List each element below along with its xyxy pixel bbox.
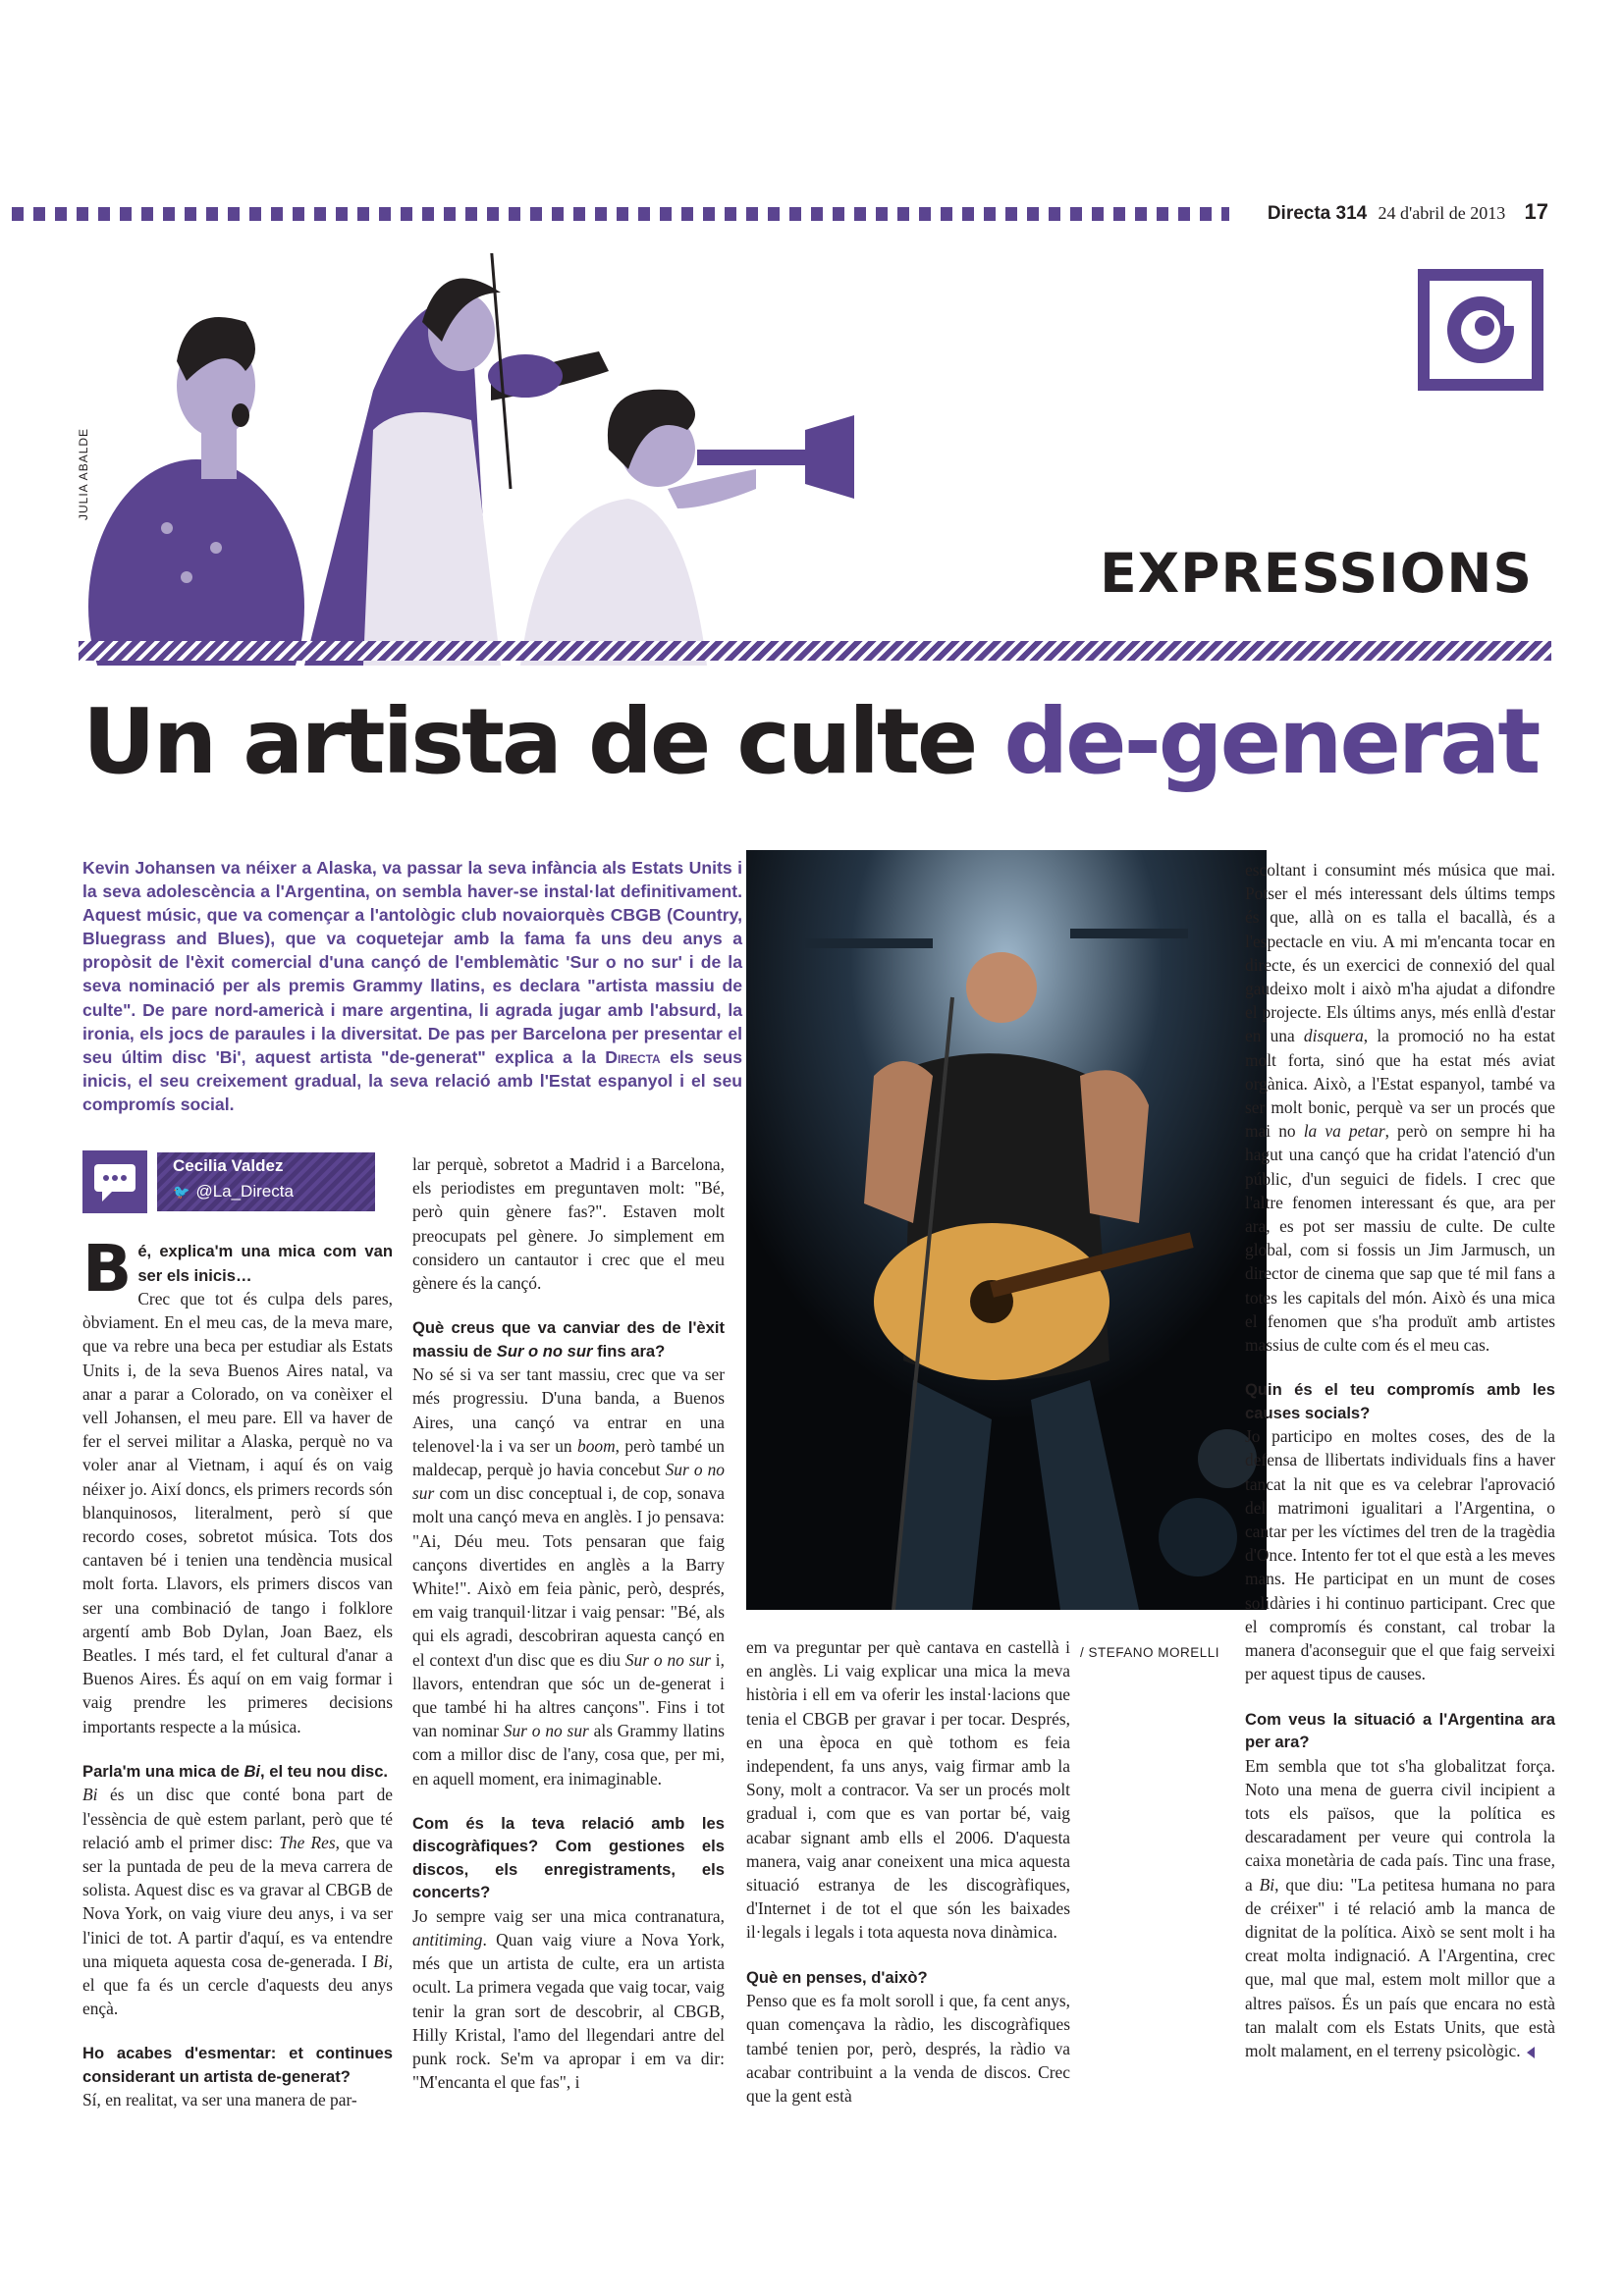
top-dotted-rule — [12, 207, 1229, 221]
twitter-icon: 🐦 — [173, 1184, 190, 1200]
answer-5-cont: em va preguntar per què cantava en castellà i en anglès. Li vaig explicar una mica la meva història i ell em va oferir les instal·lacions que tenia el CBGB per gravar i per tocar. Després, en una època en què tothom es feia independent, fa uns anys, vaig firmar amb la Sony, molt a contracor. Va ser un procés molt gradual i, com que es van portar bé, vaig acabar signant amb ells el 2006. D'aquesta manera, vaig anar coneixent una mica aquesta situació estranya de les discogràfiques, d'Internet i de tot el que són les baixades il·legals i legals i tota aquesta nova dinàmica. — [746, 1637, 1070, 1943]
column-1 — [82, 1231, 393, 2112]
column-3 — [746, 1635, 1070, 2108]
headline — [82, 689, 1539, 794]
musicians-illustration — [79, 253, 1217, 666]
section-logo-icon — [1416, 267, 1545, 393]
folio — [1268, 199, 1548, 225]
issue-date: 24 d'abril de 2013 — [1378, 203, 1506, 223]
column-2 — [412, 1152, 725, 2095]
section-title: EXPRESSIONS — [1100, 542, 1533, 605]
concert-photo — [746, 850, 1267, 1610]
author-handle[interactable] — [173, 1182, 294, 1201]
answer-5: Jo sempre vaig ser una mica contranatura, antitiming. Quan vaig viure a Nova York, més que un artista de culte, era un artista ocult. La primera vegada que vaig tocar, vaig tenir la gran sort de descobrir, al CBGB, Hilly Kristal, l'amo del llegendari antre del punk rock. Se'm va apropar i em va dir: "M'encanta el que fas", i — [412, 1905, 725, 2093]
question-8: Com veus la situació a l'Argentina ara per ara? — [1245, 1709, 1555, 1751]
answer-8: Em sembla que tot s'ha globalitzat força. Noto una mena de guerra civil incipient a tots els països, que la política es descaradament per veure qui controla la caixa monetària de cada país. Tinc una frase, a Bi, que diu: "La petitesa humana no para de créixer" i té relació amb la manca de dignitat de la política. Això se sent molt i ha creat molta indignació. A l'Argentina, crec que, mal que mal, estem molt millor que a altres països. És un país que encara no està tan malalt com els Estats Units, que està molt malament, en el terreny psicològic. — [1245, 1755, 1555, 2060]
trumpeter-figure — [520, 390, 854, 666]
drop-cap: B — [82, 1231, 133, 1307]
answer-3: Sí, en realitat, va ser una manera de par- — [82, 2090, 357, 2110]
question-5: Com és la teva relació amb les discogràfiques? Com gestiones els discos, els enregistraments, els concerts? — [412, 1813, 725, 1902]
singer-figure — [88, 317, 304, 666]
lead-text-end: els seus inicis, el seu creixement gradual, la seva relació amb l'Estat espanyol i el seu compromís social. — [82, 1046, 742, 1114]
end-mark-icon — [1527, 2047, 1535, 2058]
headline-accent: de-generat — [1003, 689, 1539, 794]
answer-1: Crec que tot és culpa dels pares, òbviament. En el meu cas, de la meva mare, que va rebre una beca per estudiar als Estats Units i, de la seva Buenos Aires natal, va anar a parar a Colorado, on va conèixer el vell Johansen, el meu pare. Ell va haver de fer el servei militar a Alaska, perquè no va voler anar al Vietnam, i aquí és on vaig néixer jo. Així doncs, els primers records són blanquinosos, literalment, però sí que recordo coses, sobretot música. Tots dos cantaven bé i tenien una tendència musical molt forta. Llavors, els primers discos van ser una combinació de tango i folklore argentí amb Bob Dylan, Joan Baez, els Beatles. I més tard, el fet cultural d'anar a Buenos Aires. És aquí on em vaig formar i vaig prendre les primeres decisions importants respecte a la música. — [82, 1289, 393, 1736]
question-1 — [82, 1231, 393, 1307]
lead-publication: Directa — [605, 1046, 661, 1067]
question-3: Ho acabes d'esmentar: et continues considerant un artista de-generat? — [82, 2044, 393, 2086]
answer-4: No sé si va ser tant massiu, crec que va ser més progressiu. D'una banda, a Buenos Aires, una cançó va entrar en una telenovel·la i va ser un boom, però també un maldecap, perquè jo havia concebut Sur o no sur com un disc conceptual i, de cop, sonava molt una cançó meva en anglès. I jo pensava: "Ai, Déu meu. Tots pensaran que faig cançons divertides en anglès a la Barry White!". Això em feia pànic, però, després, em vaig tranquil·litzar i vaig pensar: "Bé, als qui els agradi, descobriran aquesta cançó en el context d'un disc que es diu Sur o no sur i, llavors, entendran que sóc un de-generat i que també hi ha altres cançons". Fins i tot van nominar Sur o no sur als Grammy llatins com a millor disc de l'any, cosa que, per mi, en aquell moment, era inimaginable. — [412, 1364, 725, 1789]
answer-7: Jo participo en moltes coses, des de la defensa de llibertats individuals fins a haver tancat la nit que es va celebrar l'aprovació del matrimoni igualitari a l'Argentina, o cantar per les víctimes del tren de la tragèdia d'Once. Intento fer tot el que està a les meves mans. He participat en un munt de coses solidàries i hi continuo participant. Crec que el compromís és constant, cal trobar la manera d'aconseguir que el que faig serveixi per aquest tipus de causes. — [1245, 1426, 1555, 1684]
question-4: Què creus que va canviar des de l'èxit massiu de Sur o no sur fins ara? — [412, 1318, 725, 1361]
answer-3-cont: lar perquè, sobretot a Madrid i a Barcelona, els periodistes em preguntaven molt: "Bé, però quin gènere fas?". Estaven molt preocupats pel gènere. Jo simplement em considero un cantautor i crec que el meu gènere és la cançó. — [412, 1154, 725, 1294]
headline-main: Un artista de culte — [82, 689, 976, 794]
question-6: Què en penses, d'això? — [746, 1967, 928, 1987]
byline — [82, 1150, 377, 1215]
page-number: 17 — [1524, 199, 1548, 224]
lead-paragraph — [82, 856, 742, 1116]
answer-6-cont: escoltant i consumint més música que mai. Potser el més interessant dels últims temps és que, allà on es talla el bacallà, és a l'espectacle en viu. A mi m'encanta tocar en directe, és un exercici de connexió del qual gaudeixo molt i això m'ha ajudat a difondre el projecte. Els últims anys, més enllà d'estar en una disquera, la promoció no ha estat molt forta, sinó que ha estat més aviat orgànica. Això, a l'Estat espanyol, també va ser molt bonic, perquè va ser un procés que mai no la va petar, però on sempre hi ha hagut una cançó que ha cridat l'atenció d'un públic, d'un seguici de fidels. I crec que l'altre fenomen interessant és que, ara per ara, es pot ser massiu de culte. De culte global, com si fossis un Jim Jarmusch, un director de cinema que sap que té mil fans a totes les capitals del món. Això és una mica el fenomen que s'ha produït amb artistes massius de culte com és el meu cas. — [1245, 860, 1555, 1356]
answer-6: Penso que es fa molt soroll i que, fa cent anys, quan començava la ràdio, les discogràfiques també tenien por, però, després, la ràdio va acabar contribuint a la venda de discos. Crec que la gent està — [746, 1991, 1070, 2106]
photo-credit: / STEFANO MORELLI — [1080, 1645, 1220, 1660]
lead-text: Kevin Johansen va néixer a Alaska, va passar la seva infància als Estats Units i la seva adolescència a l'Argentina, on sembla haver-se instal·lat definitivament. Aquest músic, que va començar a l'antològic club novaiorquès CBGB (Country, Bluegrass and Blues), que va coquetejar amb la fama fa uns deu anys a propòsit de l'èxit comercial d'una cançó de l'emblemàtic 'Sur o no sur' i de la seva nominació per als premis Grammy llatins, es declara "artista massiu de culte". De pare nord-americà i mare argentina, li agrada jugar amb l'absurd, la ironia, els jocs de paraules i la diversitat. De pas per Barcelona per presentar el seu últim disc 'Bi', aquest artista "de-generat" explica a la — [82, 858, 742, 1067]
hatched-rule — [79, 641, 1551, 661]
answer-2: Bi és un disc que conté bona part de l'essència de què estem parlant, però que té relació amb el primer disc: The Res, que va ser la puntada de peu de la meva carrera de solista. Aquest disc es va gravar al CBGB de Nova York, on vaig viure deu anys, i va ser l'inici de tot. A partir d'aquí, es va entendre una miqueta aquesta cosa de-generada. I Bi, el que fa és un cercle d'aquests deu anys ençà. — [82, 1785, 393, 2019]
publication-name: Directa 314 — [1267, 203, 1368, 224]
question-7: Quin és el teu compromís amb les causes socials? — [1245, 1380, 1555, 1422]
handle-text: @La_Directa — [195, 1182, 294, 1201]
author-name: Cecilia Valdez — [173, 1156, 284, 1175]
illustration-credit: JULIA ABALDE — [77, 427, 90, 520]
chat-bubble-icon — [82, 1150, 147, 1213]
question-2: Parla'm una mica de Bi, el teu nou disc. — [82, 1761, 389, 1781]
question-1-text: é, explica'm una mica com van ser els inicis… — [137, 1242, 393, 1285]
column-4 — [1245, 858, 1555, 2062]
